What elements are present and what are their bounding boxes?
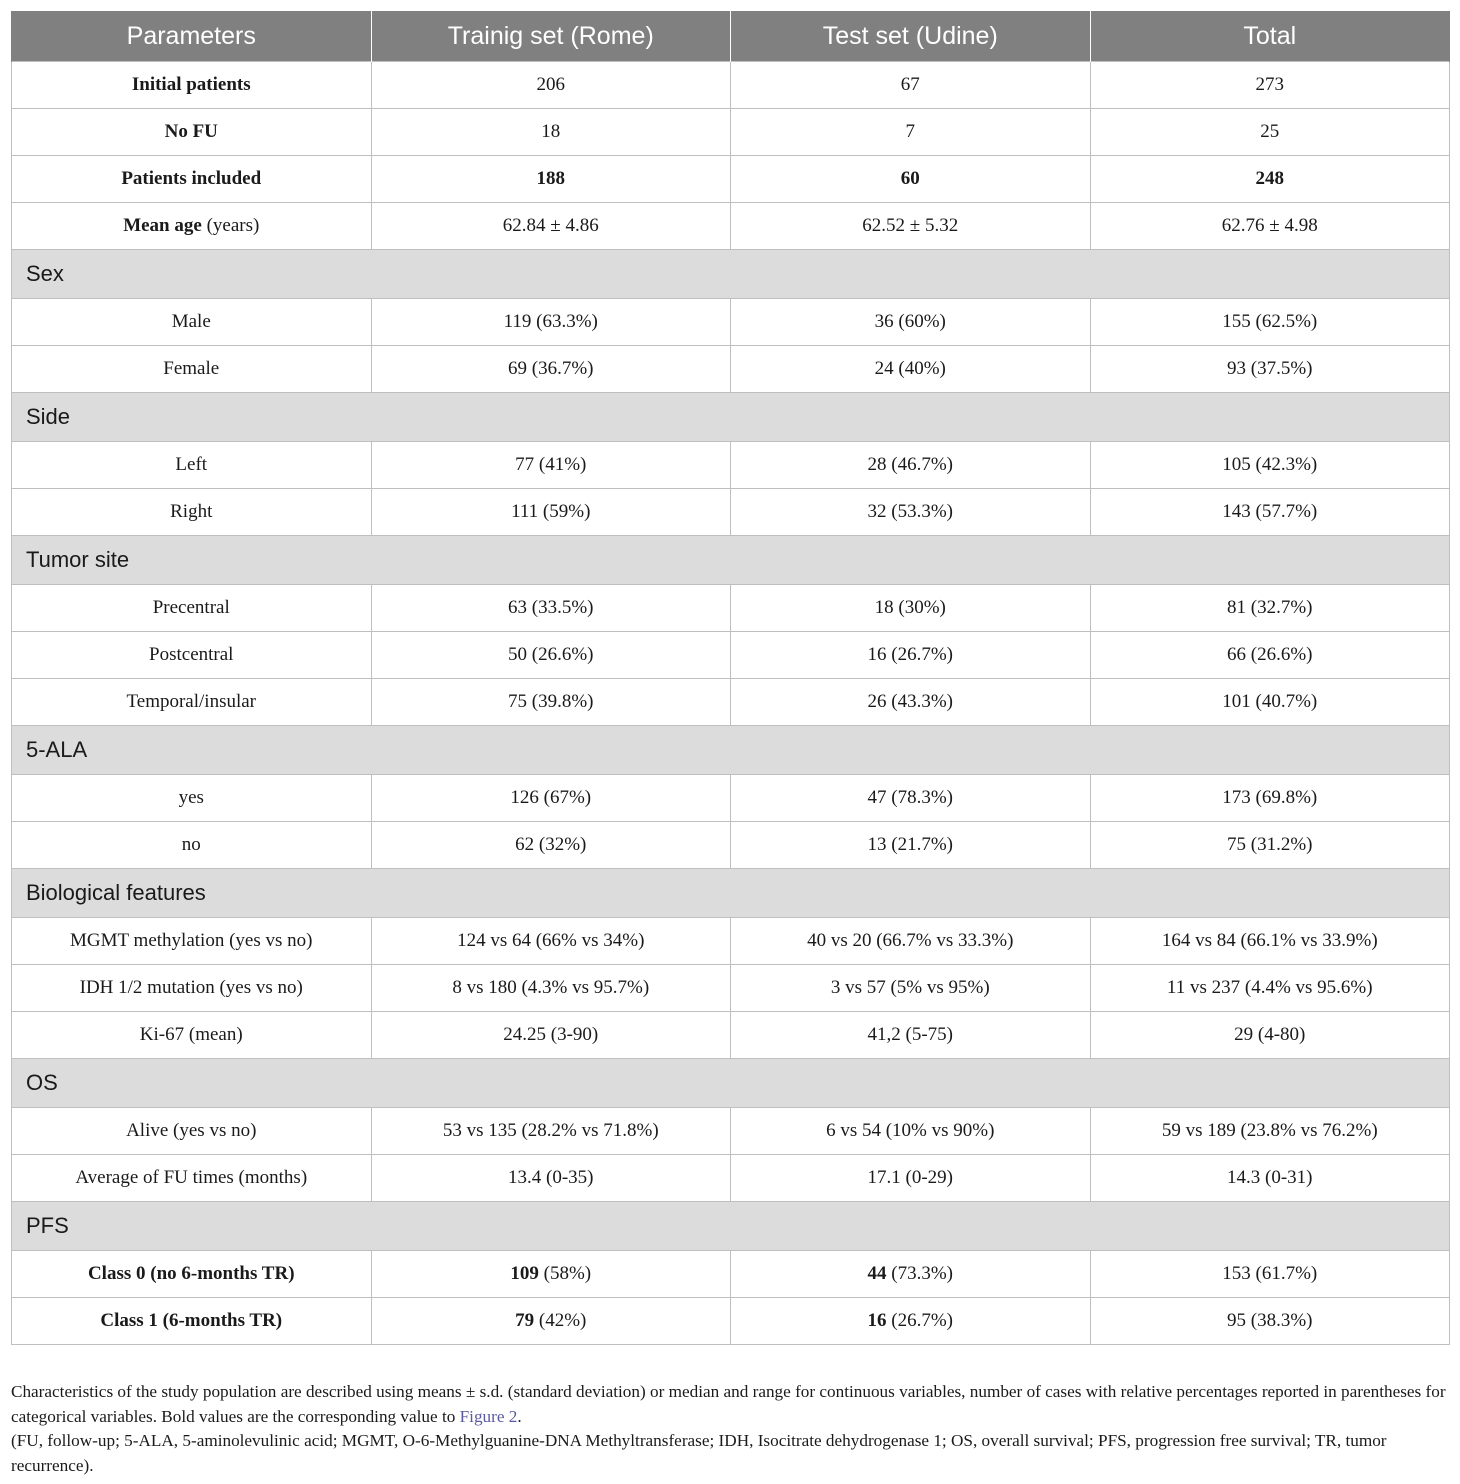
cell-value: 14.3 (0-31) xyxy=(1227,1167,1313,1188)
cell-value: 164 vs 84 (66.1% vs 33.9%) xyxy=(1161,930,1378,951)
row-label-text: MGMT methylation (yes vs no) xyxy=(70,930,313,951)
cell-value: 75 (39.8%) xyxy=(508,691,594,712)
cell-value: 66 (26.6%) xyxy=(1227,644,1313,665)
table-cell xyxy=(731,632,1091,679)
row-label xyxy=(12,299,372,346)
table-cell xyxy=(371,203,731,250)
cell-value: 124 vs 64 (66% vs 34%) xyxy=(457,930,645,951)
section-row xyxy=(12,726,1450,775)
table-cell xyxy=(1090,1012,1450,1059)
cell-value: 69 (36.7%) xyxy=(508,358,594,379)
row-label-text: Female xyxy=(163,358,220,379)
row-label xyxy=(12,775,372,822)
cell-bold-value: 248 xyxy=(1255,168,1284,189)
cell-value: 32 (53.3%) xyxy=(867,501,953,522)
table-cell xyxy=(731,1155,1091,1202)
row-label-text: Class 1 (6-months TR) xyxy=(100,1310,283,1331)
table-cell xyxy=(1090,156,1450,203)
cell-value: 11 vs 237 (4.4% vs 95.6%) xyxy=(1166,977,1373,998)
row-label xyxy=(12,1251,372,1298)
cell-value: (58%) xyxy=(538,1263,592,1284)
table-cell xyxy=(731,156,1091,203)
table-cell xyxy=(731,1298,1091,1345)
row-label-text: Alive (yes vs no) xyxy=(126,1120,257,1141)
cell-value: 62.76 ± 4.98 xyxy=(1221,215,1318,236)
cell-value: 50 (26.6%) xyxy=(508,644,594,665)
cell-value: 8 vs 180 (4.3% vs 95.7%) xyxy=(452,977,650,998)
table-cell xyxy=(731,1108,1091,1155)
table-cell xyxy=(371,822,731,869)
header-training-set: Trainig set (Rome) xyxy=(371,11,731,62)
table-cell xyxy=(731,346,1091,393)
section-row xyxy=(12,869,1450,918)
caption-abbreviations: (FU, follow-up; 5-ALA, 5-aminolevulinic acid; MGMT, O-6-Methylguanine-DNA Methyltransferase; IDH, Isocitrate dehydrogenase 1; OS, overall survival; PFS, progression free survival; TR, tumor recurrence). xyxy=(11,1431,1387,1475)
table-cell xyxy=(371,1012,731,1059)
section-row xyxy=(12,393,1450,442)
table-cell xyxy=(1090,822,1450,869)
row-label xyxy=(12,346,372,393)
table-cell xyxy=(731,442,1091,489)
cell-bold-value: 44 xyxy=(867,1263,887,1284)
table-cell xyxy=(371,62,731,109)
table-row xyxy=(12,203,1450,250)
table-cell xyxy=(1090,489,1450,536)
table-caption xyxy=(11,1380,1449,1478)
cell-value: 13.4 (0-35) xyxy=(508,1167,594,1188)
table-cell xyxy=(1090,109,1450,156)
row-label xyxy=(12,822,372,869)
table-row xyxy=(12,299,1450,346)
table-cell xyxy=(371,1155,731,1202)
table-row xyxy=(12,775,1450,822)
cell-value: 25 xyxy=(1260,121,1280,142)
table-cell xyxy=(1090,1298,1450,1345)
row-label xyxy=(12,918,372,965)
cell-value: 16 (26.7%) xyxy=(867,644,953,665)
row-label-text: Male xyxy=(171,311,211,332)
table-cell xyxy=(731,299,1091,346)
table-body xyxy=(12,62,1450,1345)
table-row xyxy=(12,1108,1450,1155)
row-label-text: Temporal/insular xyxy=(126,691,257,712)
row-label xyxy=(12,489,372,536)
table-cell xyxy=(371,1298,731,1345)
section-title: Sex xyxy=(12,250,1450,299)
table-cell xyxy=(731,489,1091,536)
table-cell xyxy=(371,585,731,632)
cell-value: 143 (57.7%) xyxy=(1222,501,1318,522)
table-row xyxy=(12,62,1450,109)
row-label-text: Initial patients xyxy=(131,74,251,95)
section-row xyxy=(12,250,1450,299)
study-characteristics-table-container xyxy=(11,11,1449,1345)
caption-paragraph-2 xyxy=(11,1429,1449,1478)
table-row xyxy=(12,156,1450,203)
table-cell xyxy=(1090,775,1450,822)
table-row xyxy=(12,489,1450,536)
header-total: Total xyxy=(1090,11,1450,62)
cell-value: 95 (38.3%) xyxy=(1227,1310,1313,1331)
table-cell xyxy=(1090,1155,1450,1202)
cell-value: 53 vs 135 (28.2% vs 71.8%) xyxy=(442,1120,659,1141)
table-cell xyxy=(1090,585,1450,632)
row-label xyxy=(12,585,372,632)
section-row xyxy=(12,536,1450,585)
cell-bold-value: 60 xyxy=(900,168,920,189)
table-row xyxy=(12,1298,1450,1345)
section-row xyxy=(12,1202,1450,1251)
cell-value: 273 xyxy=(1255,74,1284,95)
row-label-text: Mean age xyxy=(123,215,202,236)
cell-value: 62.84 ± 4.86 xyxy=(502,215,599,236)
row-label xyxy=(12,442,372,489)
section-title: OS xyxy=(12,1059,1450,1108)
table-cell xyxy=(371,489,731,536)
table-row xyxy=(12,679,1450,726)
cell-value: 28 (46.7%) xyxy=(867,454,953,475)
caption-text-1-end: . xyxy=(517,1406,522,1426)
table-cell xyxy=(731,1012,1091,1059)
cell-value: 105 (42.3%) xyxy=(1222,454,1318,475)
cell-value: 26 (43.3%) xyxy=(867,691,953,712)
cell-bold-value: 188 xyxy=(536,168,565,189)
table-cell xyxy=(731,1251,1091,1298)
table-cell xyxy=(731,203,1091,250)
cell-value: 18 xyxy=(541,121,561,142)
table-cell xyxy=(731,775,1091,822)
cell-value: 93 (37.5%) xyxy=(1227,358,1313,379)
table-row xyxy=(12,1012,1450,1059)
cell-value: 101 (40.7%) xyxy=(1222,691,1318,712)
cell-value: 6 vs 54 (10% vs 90%) xyxy=(826,1120,995,1141)
cell-value: 13 (21.7%) xyxy=(867,834,953,855)
cell-value: 59 vs 189 (23.8% vs 76.2%) xyxy=(1161,1120,1378,1141)
cell-bold-value: 16 xyxy=(867,1310,887,1331)
table-cell xyxy=(1090,918,1450,965)
table-row xyxy=(12,442,1450,489)
caption-text-1: Characteristics of the study population are described using means ± s.d. (standard deviation) or median and range for continuous variables, number of cases with relative percentages reported in parentheses for categorical variables. Bold values are the corresponding value to xyxy=(11,1382,1446,1426)
cell-value: 63 (33.5%) xyxy=(508,597,594,618)
row-label xyxy=(12,1012,372,1059)
cell-value: 3 vs 57 (5% vs 95%) xyxy=(830,977,990,998)
table-cell xyxy=(371,965,731,1012)
cell-value: 36 (60%) xyxy=(874,311,946,332)
row-label xyxy=(12,62,372,109)
table-cell xyxy=(1090,679,1450,726)
cell-value: 40 vs 20 (66.7% vs 33.3%) xyxy=(807,930,1014,951)
cell-value: 29 (4-80) xyxy=(1234,1024,1306,1045)
cell-value: 155 (62.5%) xyxy=(1222,311,1318,332)
cell-value: 67 xyxy=(900,74,920,95)
table-cell xyxy=(731,822,1091,869)
cell-value: 7 xyxy=(905,121,915,142)
cell-value: (26.7%) xyxy=(886,1310,953,1331)
row-label xyxy=(12,632,372,679)
table-cell xyxy=(731,918,1091,965)
caption-paragraph-1 xyxy=(11,1380,1449,1429)
table-cell xyxy=(731,679,1091,726)
table-cell xyxy=(731,965,1091,1012)
table-cell xyxy=(731,109,1091,156)
row-label-text: no xyxy=(181,834,201,855)
figure-2-link[interactable]: Figure 2 xyxy=(459,1406,518,1426)
table-cell xyxy=(371,442,731,489)
row-label-text: yes xyxy=(178,787,204,808)
table-row xyxy=(12,1251,1450,1298)
table-cell xyxy=(371,1108,731,1155)
table-cell xyxy=(1090,203,1450,250)
cell-value: 62.52 ± 5.32 xyxy=(862,215,959,236)
table-cell xyxy=(371,156,731,203)
row-label xyxy=(12,156,372,203)
table-row xyxy=(12,1155,1450,1202)
row-label-text: Precentral xyxy=(152,597,230,618)
row-label xyxy=(12,1298,372,1345)
table-cell xyxy=(1090,299,1450,346)
table-cell xyxy=(371,299,731,346)
table-cell xyxy=(1090,346,1450,393)
cell-bold-value: 109 xyxy=(510,1263,539,1284)
table-row xyxy=(12,632,1450,679)
cell-value: 77 (41%) xyxy=(515,454,587,475)
cell-value: 41,2 (5-75) xyxy=(867,1024,953,1045)
table-cell xyxy=(1090,965,1450,1012)
cell-value: 24 (40%) xyxy=(874,358,946,379)
row-label-text: Patients included xyxy=(121,168,262,189)
table-row xyxy=(12,965,1450,1012)
table-cell xyxy=(1090,1108,1450,1155)
row-label-text: Ki-67 (mean) xyxy=(139,1024,243,1045)
cell-value: 173 (69.8%) xyxy=(1222,787,1318,808)
cell-value: 62 (32%) xyxy=(515,834,587,855)
table-cell xyxy=(371,109,731,156)
table-header-row xyxy=(12,11,1450,62)
row-label-unit: (years) xyxy=(201,215,260,236)
table-cell xyxy=(371,918,731,965)
row-label-text: Class 0 (no 6-months TR) xyxy=(87,1263,295,1284)
table-row xyxy=(12,109,1450,156)
section-title: 5-ALA xyxy=(12,726,1450,775)
table-cell xyxy=(1090,632,1450,679)
row-label-text: Right xyxy=(170,501,213,522)
row-label xyxy=(12,1108,372,1155)
row-label xyxy=(12,965,372,1012)
table-cell xyxy=(731,62,1091,109)
header-parameters: Parameters xyxy=(12,11,372,62)
table-row xyxy=(12,346,1450,393)
cell-value: 47 (78.3%) xyxy=(867,787,953,808)
table-cell xyxy=(731,585,1091,632)
cell-value: 111 (59%) xyxy=(511,501,591,522)
cell-value: 24.25 (3-90) xyxy=(503,1024,599,1045)
table-cell xyxy=(371,632,731,679)
row-label-text: No FU xyxy=(164,121,218,142)
row-label-text: IDH 1/2 mutation (yes vs no) xyxy=(79,977,303,998)
section-title: Tumor site xyxy=(12,536,1450,585)
section-title: PFS xyxy=(12,1202,1450,1251)
header-test-set: Test set (Udine) xyxy=(731,11,1091,62)
cell-value: 206 xyxy=(536,74,565,95)
row-label-text: Postcentral xyxy=(149,644,234,665)
section-title: Biological features xyxy=(12,869,1450,918)
row-label-text: Average of FU times (months) xyxy=(75,1167,308,1188)
cell-value: 126 (67%) xyxy=(510,787,592,808)
table-row xyxy=(12,585,1450,632)
section-row xyxy=(12,1059,1450,1108)
table-cell xyxy=(371,1251,731,1298)
cell-value: 18 (30%) xyxy=(874,597,946,618)
row-label xyxy=(12,1155,372,1202)
cell-value: 119 (63.3%) xyxy=(503,311,598,332)
table-cell xyxy=(371,679,731,726)
row-label-text: Left xyxy=(175,454,208,475)
table-row xyxy=(12,918,1450,965)
cell-value: 17.1 (0-29) xyxy=(867,1167,953,1188)
cell-value: (42%) xyxy=(534,1310,587,1331)
table-row xyxy=(12,822,1450,869)
table-cell xyxy=(1090,62,1450,109)
cell-value: 75 (31.2%) xyxy=(1227,834,1313,855)
table-cell xyxy=(1090,442,1450,489)
row-label xyxy=(12,679,372,726)
cell-bold-value: 79 xyxy=(515,1310,535,1331)
study-characteristics-table xyxy=(11,11,1450,1345)
cell-value: (73.3%) xyxy=(886,1263,953,1284)
cell-value: 81 (32.7%) xyxy=(1227,597,1313,618)
table-cell xyxy=(371,775,731,822)
section-title: Side xyxy=(12,393,1450,442)
cell-value: 153 (61.7%) xyxy=(1222,1263,1318,1284)
table-cell xyxy=(1090,1251,1450,1298)
table-cell xyxy=(371,346,731,393)
row-label xyxy=(12,203,372,250)
row-label xyxy=(12,109,372,156)
